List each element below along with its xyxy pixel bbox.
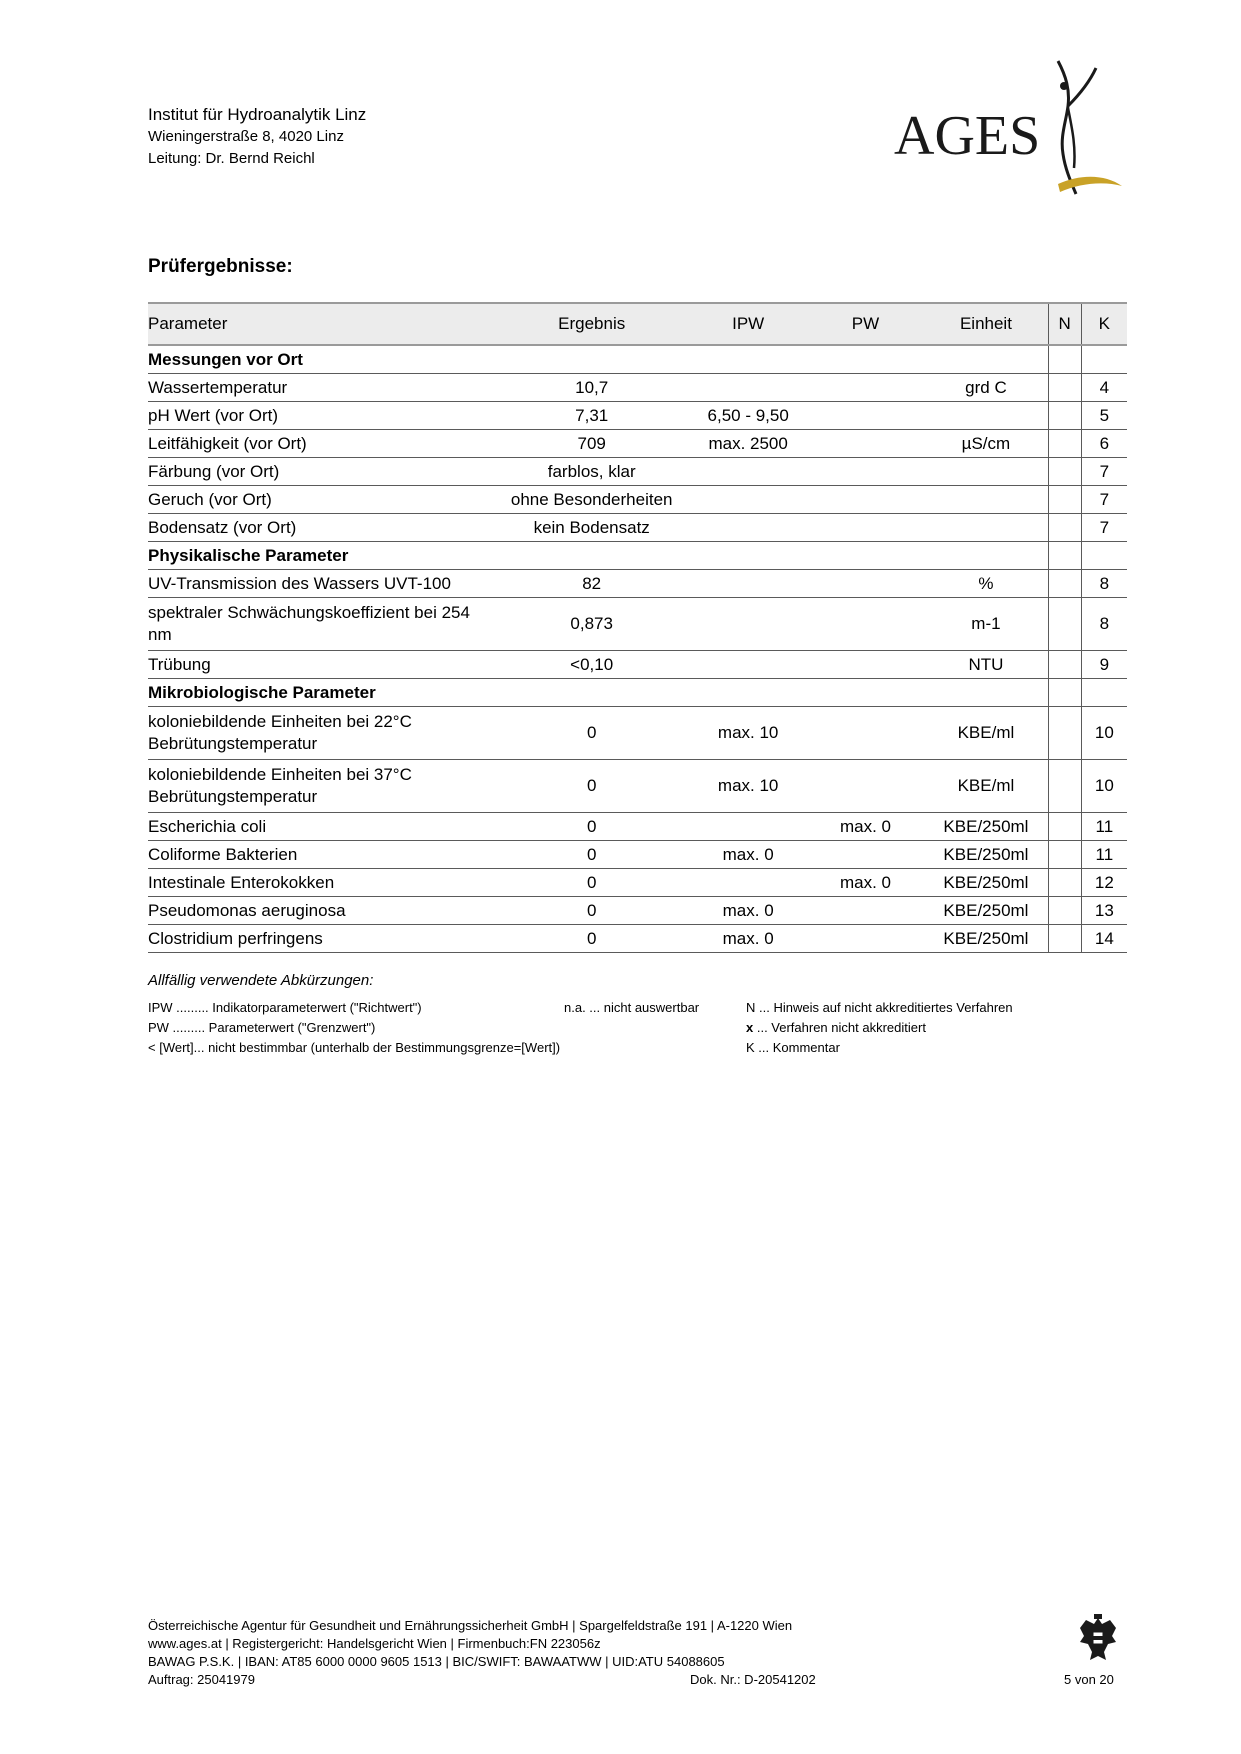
cell-n (1048, 598, 1081, 651)
cell-ipw (689, 651, 806, 679)
cell-ergebnis: 0 (494, 813, 690, 841)
cell-parameter: pH Wert (vor Ort) (148, 402, 494, 430)
cell-pw (807, 374, 924, 402)
table-row (148, 570, 1127, 598)
footer-order: Auftrag: 25041979 (148, 1672, 255, 1687)
table-row (148, 897, 1127, 925)
cell-ergebnis: farblos, klar (494, 458, 690, 486)
cell-parameter: spektraler Schwächungskoeffizient bei 254 nm (148, 598, 494, 651)
cell-ergebnis: 0 (494, 841, 690, 869)
cell-parameter: koloniebildende Einheiten bei 22°C Bebrütungstemperatur (148, 707, 494, 760)
table-row (148, 841, 1127, 869)
cell-n (1048, 458, 1081, 486)
cell-n (1048, 514, 1081, 542)
table-row (148, 760, 1127, 813)
cell-k (1081, 345, 1127, 374)
table-row (148, 598, 1127, 651)
col-parameter: Parameter (148, 303, 494, 345)
cell-n (1048, 402, 1081, 430)
footer (148, 1617, 792, 1671)
table-row (148, 813, 1127, 841)
institute-header (148, 104, 366, 170)
cell-k (1081, 679, 1127, 707)
cell-ipw: max. 10 (689, 760, 806, 813)
cell-parameter: Wassertemperatur (148, 374, 494, 402)
footer-line-2: www.ages.at | Registergericht: Handelsgericht Wien | Firmenbuch:FN 223056z (148, 1636, 601, 1651)
cell-einheit: KBE/ml (924, 760, 1048, 813)
abbr-x-mark: x (746, 1020, 754, 1035)
table-row (148, 374, 1127, 402)
cell-einheit: % (924, 570, 1048, 598)
cell-parameter: Färbung (vor Ort) (148, 458, 494, 486)
abbr-x-text: ... Verfahren nicht akkreditiert (753, 1020, 926, 1035)
cell-einheit: KBE/250ml (924, 897, 1048, 925)
cell-einheit: m-1 (924, 598, 1048, 651)
abbreviations-title: Allfällig verwendete Abkürzungen: (148, 972, 374, 989)
cell-k: 4 (1081, 374, 1127, 402)
cell-k: 13 (1081, 897, 1127, 925)
cell-parameter: Trübung (148, 651, 494, 679)
cell-ipw (689, 374, 806, 402)
cell-ergebnis: <0,10 (494, 651, 690, 679)
abbr-pw: PW ......... Parameterwert ("Grenzwert") (148, 1020, 376, 1035)
cell-pw (807, 458, 924, 486)
cell-k: 7 (1081, 458, 1127, 486)
cell-einheit: KBE/250ml (924, 813, 1048, 841)
table-group-row (148, 679, 1127, 707)
cell-k: 12 (1081, 869, 1127, 897)
cell-k (1081, 542, 1127, 570)
cell-einheit: KBE/250ml (924, 841, 1048, 869)
cell-einheit: µS/cm (924, 430, 1048, 458)
cell-ipw: 6,50 - 9,50 (689, 402, 806, 430)
cell-pw (807, 598, 924, 651)
table-row (148, 430, 1127, 458)
cell-pw (807, 402, 924, 430)
cell-n (1048, 486, 1081, 514)
cell-ipw (689, 813, 806, 841)
cell-k: 10 (1081, 760, 1127, 813)
cell-einheit: KBE/ml (924, 707, 1048, 760)
cell-ipw (689, 458, 806, 486)
institute-address: Wieningerstraße 8, 4020 Linz (148, 128, 344, 145)
table-header-row (148, 303, 1127, 345)
cell-ergebnis: 709 (494, 430, 690, 458)
col-k: K (1081, 303, 1127, 345)
table-row (148, 869, 1127, 897)
cell-ergebnis: 82 (494, 570, 690, 598)
cell-k: 6 (1081, 430, 1127, 458)
cell-k: 14 (1081, 925, 1127, 953)
cell-ergebnis: ohne Besonderheiten (494, 486, 690, 514)
cell-parameter: koloniebildende Einheiten bei 37°C Bebrütungstemperatur (148, 760, 494, 813)
cell-parameter: Clostridium perfringens (148, 925, 494, 953)
cell-n (1048, 542, 1081, 570)
cell-parameter: UV-Transmission des Wassers UVT-100 (148, 570, 494, 598)
cell-n (1048, 760, 1081, 813)
cell-k: 11 (1081, 841, 1127, 869)
abbr-x (746, 1018, 926, 1038)
cell-ipw: max. 2500 (689, 430, 806, 458)
col-ipw: IPW (689, 303, 806, 345)
cell-n (1048, 651, 1081, 679)
cell-pw: max. 0 (807, 869, 924, 897)
footer-line-1: Österreichische Agentur für Gesundheit und Ernährungssicherheit GmbH | Spargelfeldstraße 191 | A-1220 Wien (148, 1618, 793, 1633)
cell-pw (807, 841, 924, 869)
cell-einheit (924, 458, 1048, 486)
cell-einheit: KBE/250ml (924, 869, 1048, 897)
col-n: N (1048, 303, 1081, 345)
cell-ipw: max. 0 (689, 925, 806, 953)
cell-n (1048, 707, 1081, 760)
abbr-bg: < [Wert]... nicht bestimmbar (unterhalb der Bestimmungsgrenze=[Wert]) (148, 1040, 561, 1055)
cell-ergebnis: 0,873 (494, 598, 690, 651)
cell-parameter: Coliforme Bakterien (148, 841, 494, 869)
austrian-eagle-icon (1074, 1612, 1122, 1664)
results-table (148, 302, 1127, 953)
cell-ipw: max. 0 (689, 841, 806, 869)
cell-n (1048, 925, 1081, 953)
cell-ergebnis: kein Bodensatz (494, 514, 690, 542)
abbr-n: N ... Hinweis auf nicht akkreditiertes Verfahren (746, 1000, 1013, 1015)
cell-k: 8 (1081, 570, 1127, 598)
table-row (148, 707, 1127, 760)
table-row (148, 486, 1127, 514)
cell-k: 8 (1081, 598, 1127, 651)
institute-name: Institut für Hydroanalytik Linz (148, 105, 367, 124)
table-row (148, 458, 1127, 486)
institute-lead: Leitung: Dr. Bernd Reichl (148, 150, 315, 167)
cell-ergebnis: 0 (494, 869, 690, 897)
cell-pw (807, 760, 924, 813)
cell-k: 5 (1081, 402, 1127, 430)
cell-pw (807, 570, 924, 598)
cell-n (1048, 430, 1081, 458)
table-group-row (148, 542, 1127, 570)
cell-parameter: Bodensatz (vor Ort) (148, 514, 494, 542)
cell-ergebnis: 7,31 (494, 402, 690, 430)
cell-k: 10 (1081, 707, 1127, 760)
ages-logo-text: AGES (894, 105, 1041, 167)
cell-parameter: Leitfähigkeit (vor Ort) (148, 430, 494, 458)
ages-logo (890, 56, 1130, 206)
col-pw: PW (807, 303, 924, 345)
abbr-ipw: IPW ......... Indikatorparameterwert ("Richtwert") (148, 1000, 422, 1015)
cell-ipw (689, 486, 806, 514)
cell-ipw (689, 514, 806, 542)
cell-ipw: max. 10 (689, 707, 806, 760)
cell-pw (807, 707, 924, 760)
cell-einheit: NTU (924, 651, 1048, 679)
cell-k: 9 (1081, 651, 1127, 679)
cell-einheit (924, 486, 1048, 514)
cell-n (1048, 869, 1081, 897)
cell-pw: max. 0 (807, 813, 924, 841)
abbr-na: n.a. ... nicht auswertbar (564, 1000, 700, 1015)
cell-ergebnis: 0 (494, 760, 690, 813)
table-group-row (148, 345, 1127, 374)
cell-n (1048, 570, 1081, 598)
cell-n (1048, 345, 1081, 374)
footer-line-3: BAWAG P.S.K. | IBAN: AT85 6000 0000 9605 1513 | BIC/SWIFT: BAWAATWW | UID:ATU 54088605 (148, 1654, 725, 1669)
cell-n (1048, 897, 1081, 925)
col-ergebnis: Ergebnis (494, 303, 690, 345)
table-row (148, 925, 1127, 953)
section-title: Prüfergebnisse: (148, 256, 293, 277)
cell-k: 7 (1081, 514, 1127, 542)
cell-ipw (689, 570, 806, 598)
cell-parameter: Geruch (vor Ort) (148, 486, 494, 514)
group-heading: Messungen vor Ort (148, 345, 1048, 374)
footer-page-number: 5 von 20 (1064, 1672, 1114, 1687)
cell-einheit (924, 514, 1048, 542)
group-heading: Physikalische Parameter (148, 542, 1048, 570)
cell-einheit: grd C (924, 374, 1048, 402)
cell-n (1048, 374, 1081, 402)
results-body (148, 345, 1127, 953)
cell-pw (807, 897, 924, 925)
cell-parameter: Escherichia coli (148, 813, 494, 841)
cell-ergebnis: 0 (494, 707, 690, 760)
cell-n (1048, 841, 1081, 869)
cell-pw (807, 651, 924, 679)
group-heading: Mikrobiologische Parameter (148, 679, 1048, 707)
table-row (148, 514, 1127, 542)
cell-einheit: KBE/250ml (924, 925, 1048, 953)
cell-ipw (689, 598, 806, 651)
cell-pw (807, 430, 924, 458)
abbr-k: K ... Kommentar (746, 1040, 840, 1055)
cell-ergebnis: 0 (494, 897, 690, 925)
cell-ipw (689, 869, 806, 897)
cell-pw (807, 925, 924, 953)
col-einheit: Einheit (924, 303, 1048, 345)
cell-n (1048, 813, 1081, 841)
cell-ipw: max. 0 (689, 897, 806, 925)
cell-einheit (924, 402, 1048, 430)
cell-ergebnis: 10,7 (494, 374, 690, 402)
cell-k: 11 (1081, 813, 1127, 841)
cell-k: 7 (1081, 486, 1127, 514)
table-row (148, 402, 1127, 430)
cell-parameter: Pseudomonas aeruginosa (148, 897, 494, 925)
cell-n (1048, 679, 1081, 707)
cell-ergebnis: 0 (494, 925, 690, 953)
cell-parameter: Intestinale Enterokokken (148, 869, 494, 897)
footer-doc-number: Dok. Nr.: D-20541202 (690, 1672, 816, 1687)
cell-pw (807, 486, 924, 514)
table-row (148, 651, 1127, 679)
cell-pw (807, 514, 924, 542)
